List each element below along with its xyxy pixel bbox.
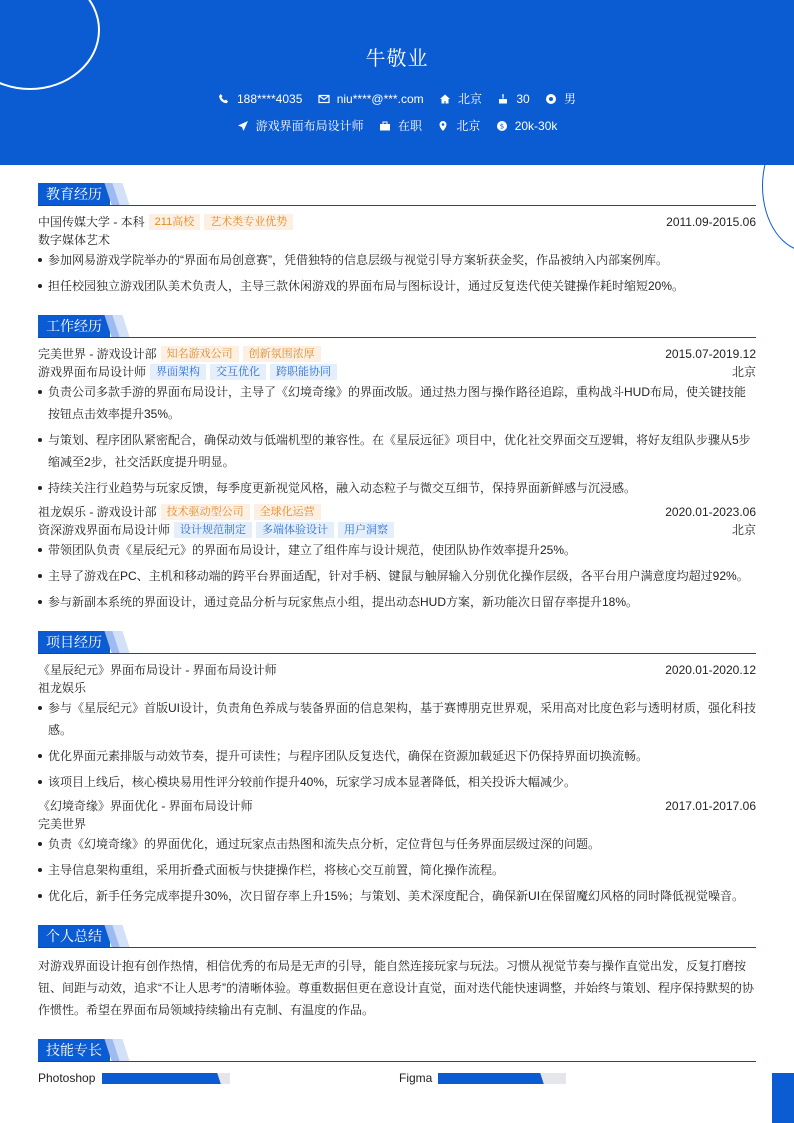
job-city: 北京 (731, 523, 756, 537)
candidate-name: 牛敬业 (365, 48, 429, 70)
list-item: 参与《星辰纪元》首版UI设计，负责角色养成与装备界面的信息架构，基于赛博朋克世界观，采用高对比度色彩与透明材质，强化科技感。 (38, 697, 756, 741)
list-item: 持续关注行业趋势与玩家反馈，每季度更新视觉风格，融入动态粒子与微交互细节，保持界面新鲜感与沉浸感。 (38, 477, 756, 499)
intent-position: 游戏界面布局设计师 (237, 117, 364, 134)
tag: 创新氛围浓厚 (243, 346, 321, 362)
list-item: 负责公司多款手游的界面布局设计，主导了《幻境奇缘》的界面改版。通过热力图与操作路径追踪，重构战斗HUD布局，使关键技能按钮点击效率提升35%。 (38, 381, 756, 425)
job-role: 资深游戏界面布局设计师 (38, 523, 171, 537)
section-header (38, 183, 756, 206)
job-company-line (38, 345, 756, 363)
section-title: 技能专长 (38, 1039, 110, 1061)
skill-level-fill (438, 1073, 538, 1084)
salary-icon (496, 120, 508, 132)
gender-icon (545, 93, 557, 105)
work-section (38, 315, 756, 609)
summary-section (38, 925, 756, 1017)
job-role-line (38, 363, 756, 381)
list-item: 参与新副本系统的界面设计，通过竞品分析与玩家焦点小组，提出动态HUD方案，新功能次日留存率提升18%。 (38, 591, 756, 613)
decorative-bar (772, 1073, 794, 1123)
list-item: 主导了游戏在PC、主机和移动端的跨平台界面适配，针对手柄、键鼠与触屏输入分别优化操作层级，各平台用户满意度均超过92%。 (38, 565, 756, 587)
project-title-line (38, 661, 756, 679)
list-item: 该项目上线后，核心模块易用性评分较前作提升40%，玩家学习成本显著降低，相关投诉大幅减少。 (38, 771, 756, 793)
date-range: 2020.01-2023.06 (665, 505, 756, 519)
company-name: 祖龙娱乐 - 游戏设计部 (38, 505, 157, 519)
projects-section (38, 631, 757, 903)
tag: 多端体验设计 (256, 522, 334, 538)
tag: 211高校 (149, 214, 201, 230)
contact-gender: 男 (545, 90, 576, 107)
contact-email[interactable]: niu****@***.com (318, 92, 424, 106)
tag: 技术驱动型公司 (161, 504, 250, 520)
skill-bar (102, 1073, 230, 1084)
list-item: 优化界面元素排版与动效节奏，提升可读性；与程序团队反复迭代，确保在资源加载延迟下仍保持界面切换流畅。 (38, 745, 756, 767)
tag: 交互优化 (210, 364, 266, 380)
tag: 用户洞察 (338, 522, 394, 538)
job-city: 北京 (731, 365, 756, 379)
intent-city: 北京 (437, 117, 480, 134)
section-header (38, 631, 756, 654)
education-section (38, 183, 756, 293)
home-icon (439, 93, 451, 105)
list-item: 担任校园独立游戏团队美术负责人，主导三款休闲游戏的界面布局与图标设计，通过反复迭代使关键操作耗时缩短20%。 (38, 275, 756, 297)
company-name: 完美世界 - 游戏设计部 (38, 347, 157, 361)
section-title: 个人总结 (38, 925, 110, 947)
section-title: 教育经历 (38, 183, 110, 205)
contact-age: 30 (497, 92, 529, 106)
cake-icon (497, 93, 509, 105)
location-icon (437, 120, 449, 132)
job-role: 游戏界面布局设计师 (38, 365, 147, 379)
date-range: 2011.09-2015.06 (666, 215, 756, 229)
contact-phone[interactable]: 188****4035 (218, 92, 302, 106)
job-company-line (38, 503, 756, 521)
section-header (38, 925, 756, 948)
mail-icon (318, 93, 330, 105)
list-item: 与策划、程序团队紧密配合，确保动效与低端机型的兼容性。在《星辰远征》项目中，优化社交界面交互逻辑，将好友组队步骤从5步缩减至2步，社交活跃度提升明显。 (38, 429, 756, 473)
section-title: 项目经历 (38, 631, 110, 653)
skill-level-fill (102, 1073, 215, 1084)
skill-bar (438, 1073, 566, 1084)
contact-residence: 北京 (439, 90, 482, 107)
skill-name: Photoshop (38, 1071, 96, 1085)
section-header (38, 315, 756, 338)
skill-name: Figma (399, 1071, 433, 1085)
list-item: 带领团队负责《星辰纪元》的界面布局设计，建立了组件库与设计规范，使团队协作效率提升25%。 (38, 539, 756, 561)
phone-icon (218, 93, 230, 105)
section-header (38, 1039, 756, 1062)
date-range: 2015.07-2019.12 (665, 347, 756, 361)
tag: 艺术类专业优势 (204, 214, 293, 230)
resume-header (0, 0, 794, 165)
list-item: 负责《幻境奇缘》的界面优化，通过玩家点击热图和流失点分析，定位背包与任务界面层级过深的问题。 (38, 833, 756, 855)
school-name: 中国传媒大学 - 本科 (38, 215, 145, 229)
date-range: 2017.01-2017.06 (665, 799, 756, 813)
list-item: 主导信息架构重组，采用折叠式面板与快捷操作栏，将核心交互前置，简化操作流程。 (38, 859, 756, 881)
section-title: 工作经历 (38, 315, 110, 337)
send-icon (237, 120, 249, 132)
job-role-line (38, 521, 756, 539)
svg-text:$: $ (499, 122, 504, 130)
briefcase-icon (379, 120, 391, 132)
project-name: 《星辰纪元》界面布局设计 - 界面布局设计师 (38, 663, 277, 677)
tag: 全球化运营 (254, 504, 321, 520)
intent-salary: $ 20k-30k (496, 119, 558, 133)
tag: 界面架构 (150, 364, 206, 380)
skills-section (38, 1039, 756, 1085)
education-line (38, 213, 756, 231)
project-company: 祖龙娱乐 (38, 681, 87, 695)
date-range: 2020.01-2020.12 (665, 663, 756, 677)
summary-text: 对游戏界面设计抱有创作热情，相信优秀的布局是无声的引导，能自然连接玩家与玩法。习惯从视觉节奏与操作直觉出发，反复打磨按钮、间距与动效，追求“不让人思考”的清晰体验。尊重数据但更在意设计直觉，面对迭代能快速调整，并始终与策划、程序保持默契的协作惯性。希望在界面布局领域持续输出有克制、有温度的作品。 (38, 959, 754, 1017)
project-name: 《幻境奇缘》界面优化 - 界面布局设计师 (38, 799, 253, 813)
project-title-line (38, 797, 756, 815)
contact-row (0, 90, 794, 108)
tag: 知名游戏公司 (161, 346, 239, 362)
tag: 跨职能协同 (270, 364, 337, 380)
job-intent-row (0, 117, 794, 135)
list-item: 参加网易游戏学院举办的“界面布局创意赛”，凭借独特的信息层级与视觉引导方案斩获金奖，作品被纳入内部案例库。 (38, 249, 756, 271)
list-item: 优化后，新手任务完成率提升30%，次日留存率上升15%；与策划、美术深度配合，确保新UI在保留魔幻风格的同时降低视觉噪音。 (38, 885, 756, 907)
project-company: 完美世界 (38, 817, 87, 831)
major: 数字媒体艺术 (38, 233, 111, 247)
intent-status: 在职 (379, 117, 422, 134)
tag: 设计规范制定 (174, 522, 252, 538)
